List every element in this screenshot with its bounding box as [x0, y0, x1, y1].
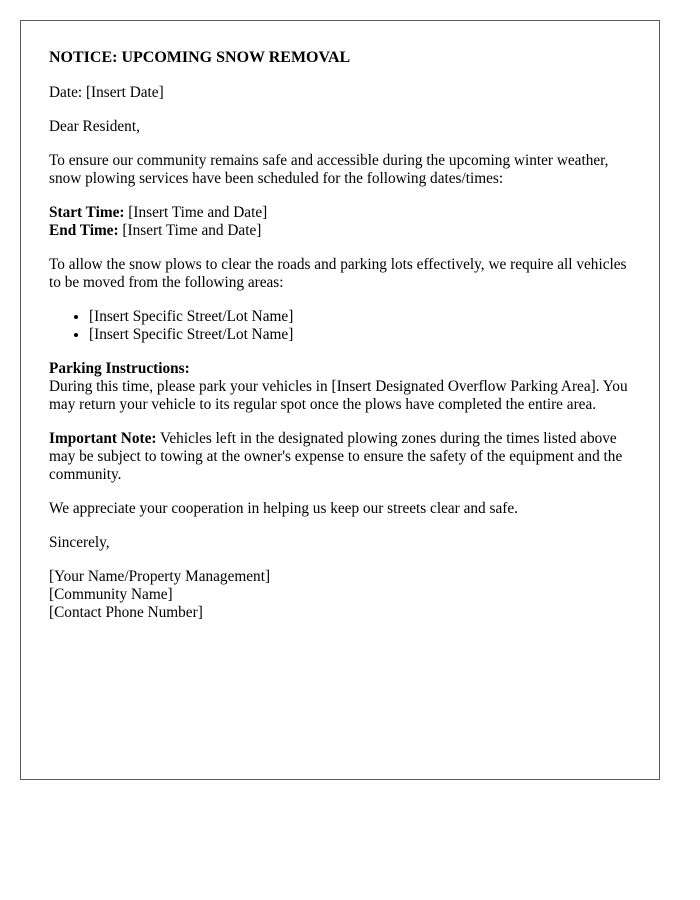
closing: Sincerely, [49, 534, 110, 551]
important-note-block [49, 430, 631, 484]
important-note-label: Important Note: [49, 430, 157, 447]
signature-name: [Your Name/Property Management] [49, 568, 271, 585]
signature-community: [Community Name] [49, 586, 173, 603]
important-note-text: Vehicles left in the designated plowing zones during the times listed above may be subject to towing at the owner's expense to ensure the safety of the equipment and the community. [49, 430, 623, 483]
parking-instructions-label: Parking Instructions: [49, 360, 190, 377]
move-request-paragraph: To allow the snow plows to clear the roads and parking lots effectively, we require all vehicles to be moved from the following areas: [49, 256, 627, 291]
date-line: Date: [Insert Date] [49, 84, 164, 101]
start-time-value: [Insert Time and Date] [124, 204, 268, 221]
end-time-label: End Time: [49, 222, 119, 239]
signature-block [49, 568, 631, 622]
notice-title: NOTICE: UPCOMING SNOW REMOVAL [49, 49, 351, 66]
parking-instructions-text: During this time, please park your vehicles in [Insert Designated Overflow Parking Area]. You may return your vehicle to its regular spot once the plows have completed the entire area. [49, 378, 628, 413]
signature-phone: [Contact Phone Number] [49, 604, 203, 621]
parking-instructions-block [49, 360, 631, 414]
areas-list [49, 308, 631, 344]
appreciation-paragraph: We appreciate your cooperation in helping us keep our streets clear and safe. [49, 500, 518, 517]
start-time-label: Start Time: [49, 204, 125, 221]
schedule-block [49, 204, 631, 240]
notice-document [20, 20, 660, 780]
end-time-value: [Insert Time and Date] [118, 222, 262, 239]
list-item: • [Insert Specific Street/Lot Name] [89, 308, 631, 326]
list-item: • [Insert Specific Street/Lot Name] [89, 326, 631, 344]
intro-paragraph: To ensure our community remains safe and accessible during the upcoming winter weather, snow plowing services have been scheduled for the following dates/times: [49, 152, 609, 187]
salutation: Dear Resident, [49, 118, 140, 135]
